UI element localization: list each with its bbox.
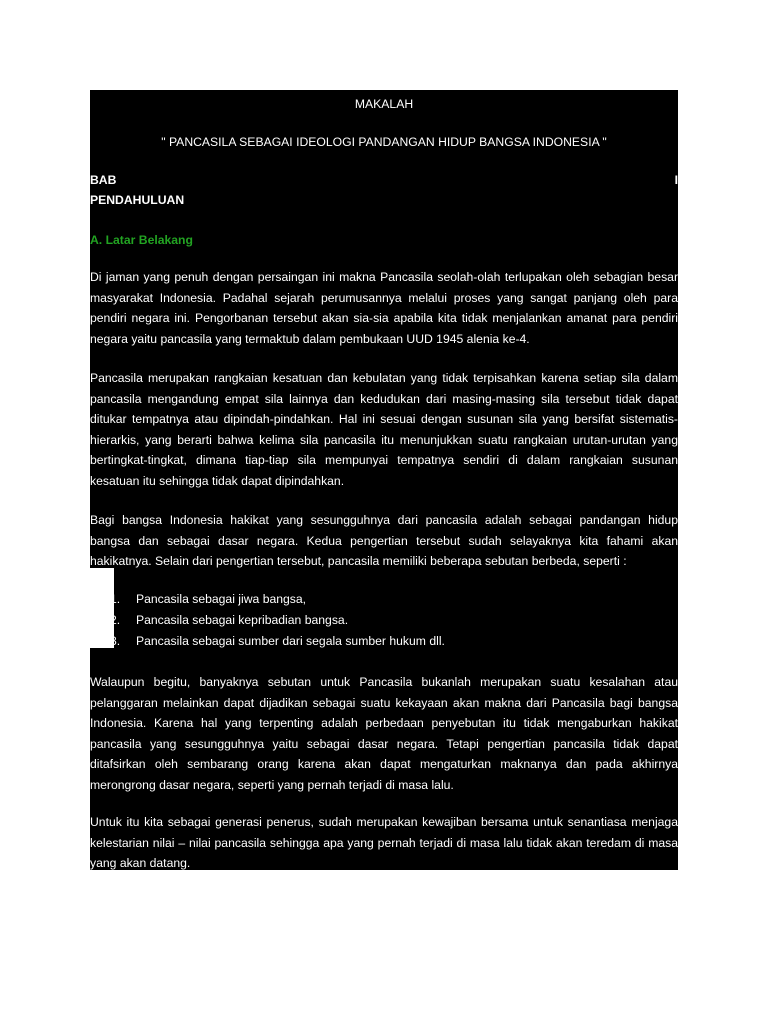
paragraph-line: Pancasila merupakan rangkaian kesatuan dan kebulatan yang tidak terpisahkan karena setiap sila dalam	[90, 371, 678, 385]
paragraph-line: Di jaman yang penuh dengan persaingan ini makna Pancasila seolah-olah terlupakan oleh sebagian besar	[90, 270, 678, 284]
paragraph-4	[90, 672, 678, 795]
paragraph-line: Untuk itu kita sebagai generasi penerus, sudah merupakan kewajiban bersama untuk senantiasa menjaga	[90, 815, 678, 829]
list-item	[90, 631, 678, 652]
paragraph-line: kelestarian nilai – nilai pancasila sehingga apa yang pernah terjadi di masa lalu tidak akan teredam di masa	[90, 835, 678, 850]
paragraph-line: pancasila mengandung empat sila lainnya dan kedudukan dari masing-masing sila tersebut tidak dapat	[90, 391, 678, 406]
document-title: MAKALAH	[354, 97, 414, 111]
chapter-heading	[90, 170, 678, 191]
list-item	[90, 589, 678, 610]
chapter-label: BAB	[90, 173, 117, 187]
paragraph-3	[90, 510, 678, 572]
paragraph-5	[90, 812, 678, 874]
section-title: A. Latar Belakang	[90, 233, 193, 247]
paragraph-line: pendiri negara ini. Pengorbanan tersebut akan sia-sia apabila kita tidak menjalankan amanat para pendiri	[90, 311, 678, 325]
chapter-number: I	[674, 173, 678, 187]
numbered-list	[90, 589, 678, 652]
paragraph-line: Walaupun begitu, banyaknya sebutan untuk Pancasila bukanlah merupakan suatu kesalahan atau	[90, 675, 678, 689]
paragraph-line: negara yaitu pancasila yang termaktub dalam pembukaan UUD 1945 alenia ke-4.	[90, 331, 530, 346]
list-item-text: Pancasila sebagai kepribadian bangsa.	[136, 613, 349, 627]
document-page	[90, 90, 678, 870]
list-item-text: Pancasila sebagai jiwa bangsa,	[136, 592, 307, 606]
list-item-number: 3.	[110, 634, 121, 648]
list-item-number: 1.	[110, 592, 121, 606]
list-item-number: 2.	[110, 613, 121, 627]
paragraph-line: kesatuan itu sehingga tidak dapat dipindahkan.	[90, 473, 345, 488]
paragraph-2	[90, 368, 678, 491]
paragraph-line: yang akan datang.	[90, 856, 191, 870]
paragraph-1	[90, 267, 678, 349]
paragraph-line: Bagi bangsa Indonesia hakikat yang sesungguhnya dari pancasila adalah sebagai pandangan hidup	[90, 513, 678, 527]
paragraph-line: pelanggaran melainkan dapat dijadikan sebagai suatu kekayaan akan makna dari Pancasila bagi bangsa	[90, 695, 678, 710]
paragraph-line: hierarkis, yang berarti bahwa kelima sila pancasila itu menunjukkan suatu rangkaian urutan-urutan yang	[90, 432, 678, 447]
paragraph-line: bertingkat-tingkat, dimana tiap-tiap sila mempunyai tempatnya sendiri di dalam rangkaian susunan	[90, 453, 678, 467]
document-subtitle: " PANCASILA SEBAGAI IDEOLOGI PANDANGAN HIDUP BANGSA INDONESIA "	[161, 135, 607, 149]
paragraph-line: Indonesia. Karena hal yang terpenting adalah perbedaan penyebutan itu tidak mengaburkan hakikat	[90, 716, 678, 730]
paragraph-line: merongrong dasar negara, seperti yang pernah terjadi di masa lalu.	[90, 777, 454, 792]
paragraph-line: ditafsirkan oleh sembarang orang karena akan dapat mengaturkan maknanya dan pada akhirnya	[90, 757, 678, 771]
paragraph-line: pancasila yang sesungguhnya yaitu sebagai dasar negara. Tetapi pengertian pancasila tidak dapat	[90, 736, 678, 751]
list-item-text: Pancasila sebagai sumber dari segala sumber hukum dll.	[136, 634, 445, 648]
list-item	[90, 610, 678, 631]
chapter-title: PENDAHULUAN	[90, 193, 185, 207]
paragraph-line: bangsa dan sebagai dasar negara. Kedua pengertian tersebut sudah selayaknya kita fahami akan	[90, 533, 678, 548]
paragraph-line: masyarakat Indonesia. Padahal sejarah perumusannya melalui proses yang sangat panjang oleh para	[90, 290, 678, 305]
paragraph-line: hakikatnya. Selain dari pengertian tersebut, pancasila memiliki beberapa sebutan berbeda, seperti :	[90, 554, 627, 568]
paragraph-line: ditukar tempatnya atau dipindah-pindahkan. Hal ini sesuai dengan susunan sila yang bersifat sistematis-	[90, 412, 678, 426]
